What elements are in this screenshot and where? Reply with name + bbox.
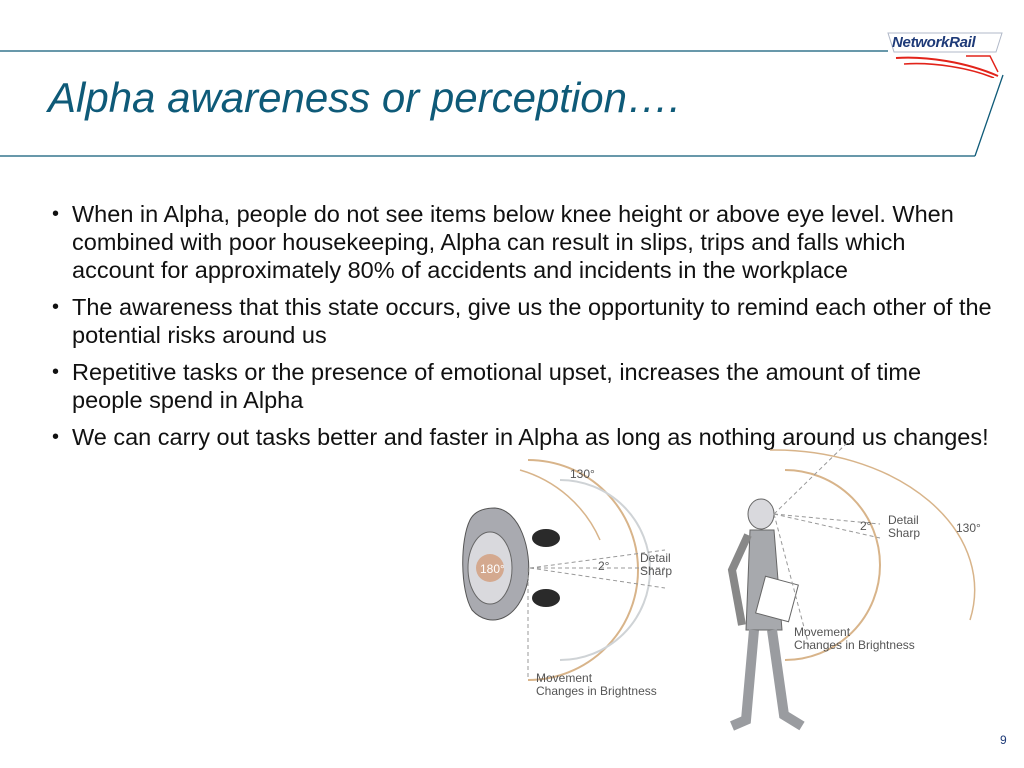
logo-text: NetworkRail (892, 34, 976, 51)
head-top-view-icon (463, 508, 560, 620)
bullet-text: When in Alpha, people do not see items below knee height or above eye level. When combined with poor housekeeping, Alpha can result in slips, trips and falls which account for approximately 80% of accidents and incidents in the workplace (72, 201, 954, 283)
vision-field-drawing (450, 430, 990, 740)
side-movement-label: Movement (794, 625, 851, 639)
top-angle-2-label: 2° (598, 559, 610, 573)
side-brightness-label: Changes in Brightness (794, 638, 915, 652)
top-movement-label: Movement (536, 671, 593, 685)
network-rail-logo (886, 32, 1004, 78)
bullet-icon: • (52, 361, 60, 383)
side-sharp-label: Sharp (888, 526, 921, 540)
bullet-icon: • (52, 296, 60, 318)
bullet-item (52, 358, 992, 414)
side-angle-2-label: 2° (860, 519, 872, 533)
page-number: 9 (1000, 733, 1007, 747)
standing-person-icon (732, 499, 802, 726)
bullet-list (52, 200, 992, 460)
vision-field-illustration (450, 430, 990, 740)
bullet-item (52, 293, 992, 349)
top-sharp-label: Sharp (640, 564, 673, 578)
bullet-icon: • (52, 203, 60, 225)
angle-180-label: 180° (480, 562, 505, 576)
bullet-icon: • (52, 426, 60, 448)
bullet-text: The awareness that this state occurs, give us the opportunity to remind each other of the potential risks around us (72, 294, 992, 348)
bullet-item (52, 200, 992, 284)
side-detail-label: Detail (888, 513, 919, 527)
page-title: Alpha awareness or perception…. (48, 74, 681, 121)
side-angle-130-label: 130° (956, 521, 981, 535)
top-detail-label: Detail (640, 551, 671, 565)
top-angle-130-label: 130° (570, 467, 595, 481)
top-brightness-label: Changes in Brightness (536, 684, 657, 698)
bullet-text: Repetitive tasks or the presence of emotional upset, increases the amount of time people spend in Alpha (72, 359, 922, 413)
bullet-text: We can carry out tasks better and faster in Alpha as long as nothing around us changes! (72, 424, 989, 450)
